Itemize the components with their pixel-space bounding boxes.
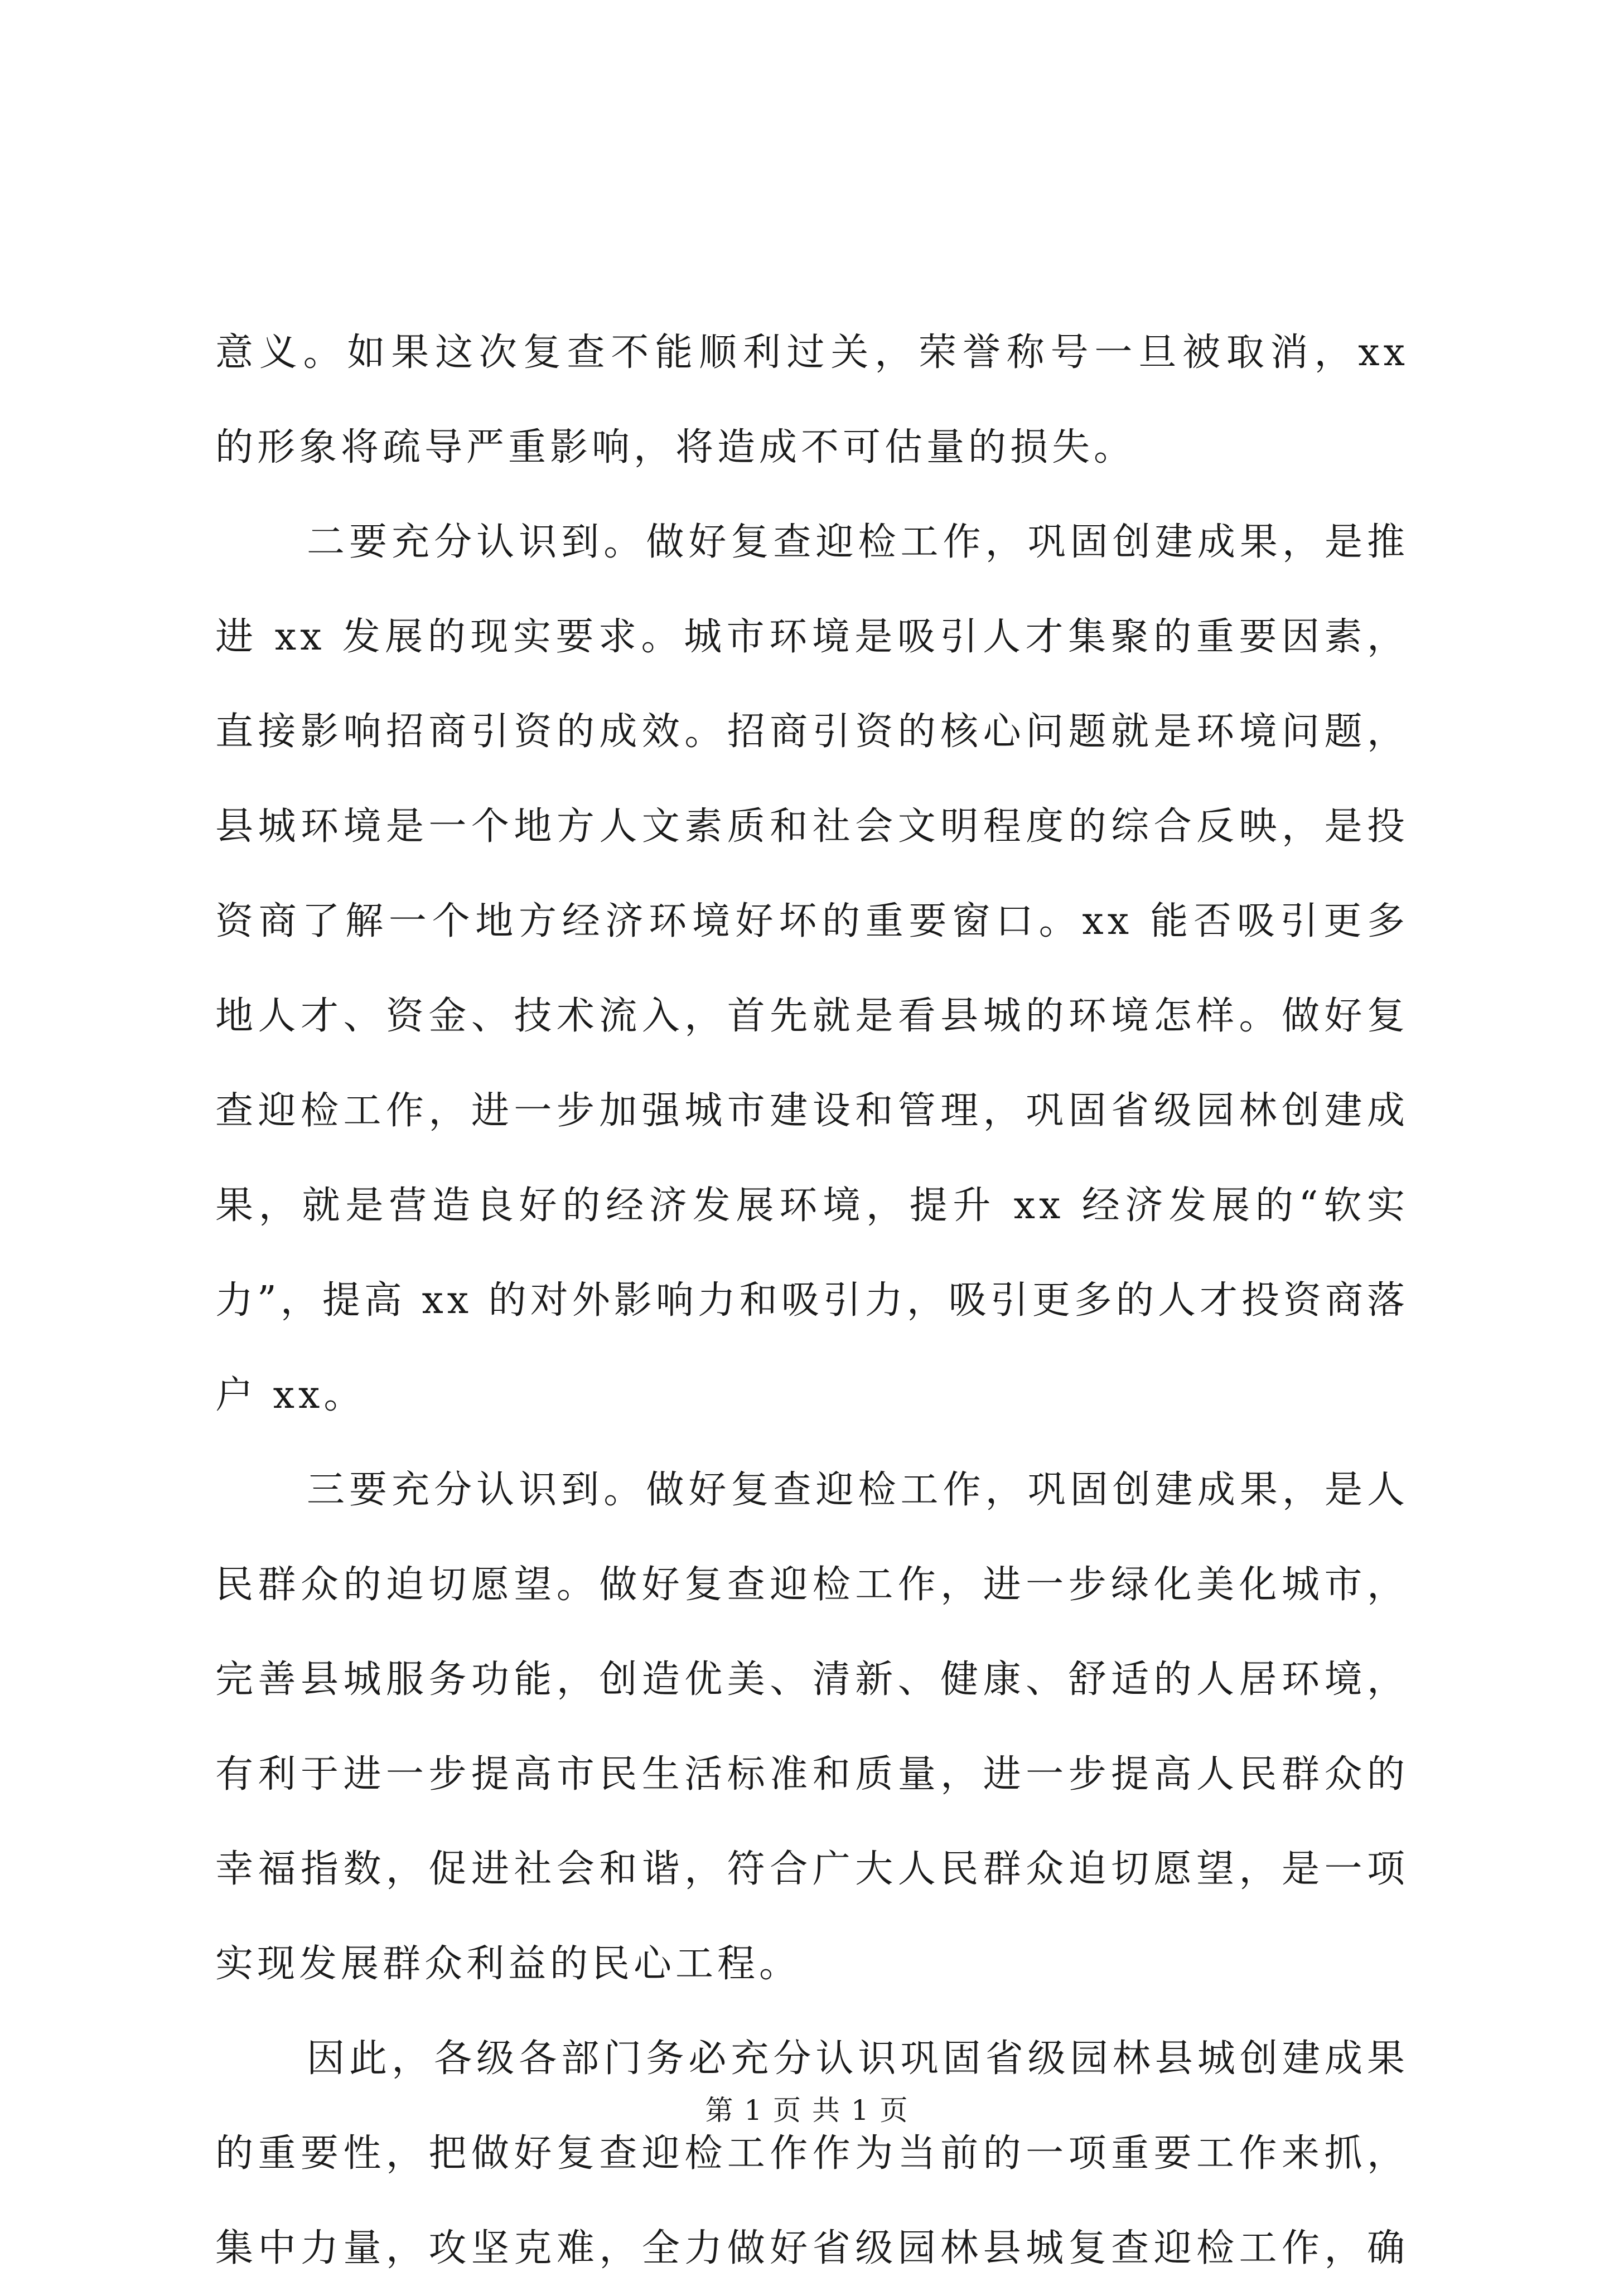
text-line: 的重要性，把做好复查迎检工作作为当前的一项重要工作来抓， [215,2132,1409,2176]
text-line: 因此，各级各部门务必充分认识巩固省级园林县城创建成果 [307,2037,1409,2081]
text-line: 资商了解一个地方经济环境好坏的重要窗口。xx 能否吸引更多 [215,899,1409,943]
text-line: 的形象将疏导严重影响，将造成不可估量的损失。 [215,425,1136,469]
text-line: 实现发展群众利益的民心工程。 [215,1942,801,1986]
text-line: 集中力量，攻坚克难，全力做好省级园林县城复查迎检工作，确 [215,2226,1409,2270]
page-footer: 第 1 页 共 1 页 [705,2094,909,2127]
text-line: 进 xx 发展的现实要求。城市环境是吸引人才集聚的重要因素， [215,615,1409,659]
text-line: 二要充分认识到。做好复查迎检工作，巩固创建成果，是推 [307,520,1409,564]
text-line: 幸福指数，促进社会和谐，符合广大人民群众迫切愿望，是一项 [215,1847,1409,1891]
text-line: 果，就是营造良好的经济发展环境，提升 xx 经济发展的“软实 [215,1184,1409,1228]
text-line: 民群众的迫切愿望。做好复查迎检工作，进一步绿化美化城市， [215,1563,1409,1607]
text-line: 有利于进一步提高市民生活标准和质量，进一步提高人民群众的 [215,1752,1409,1796]
text-line: 地人才、资金、技术流入，首先就是看县城的环境怎样。做好复 [215,994,1409,1038]
text-line: 意义。如果这次复查不能顺利过关，荣誉称号一旦被取消，xx [215,331,1409,375]
text-line: 户 xx。 [215,1373,366,1417]
text-line: 力”，提高 xx 的对外影响力和吸引力，吸引更多的人才投资商落 [215,1278,1409,1323]
text-line: 完善县城服务功能，创造优美、清新、健康、舒适的人居环境， [215,1658,1409,1702]
text-line: 直接影响招商引资的成效。招商引资的核心问题就是环境问题， [215,710,1409,754]
text-line: 三要充分认识到。做好复查迎检工作，巩固创建成果，是人 [307,1468,1409,1512]
body-text [215,306,1409,2296]
text-line: 县城环境是一个地方人文素质和社会文明程度的综合反映，是投 [215,805,1409,849]
text-line: 查迎检工作，进一步加强城市建设和管理，巩固省级园林创建成 [215,1089,1409,1133]
